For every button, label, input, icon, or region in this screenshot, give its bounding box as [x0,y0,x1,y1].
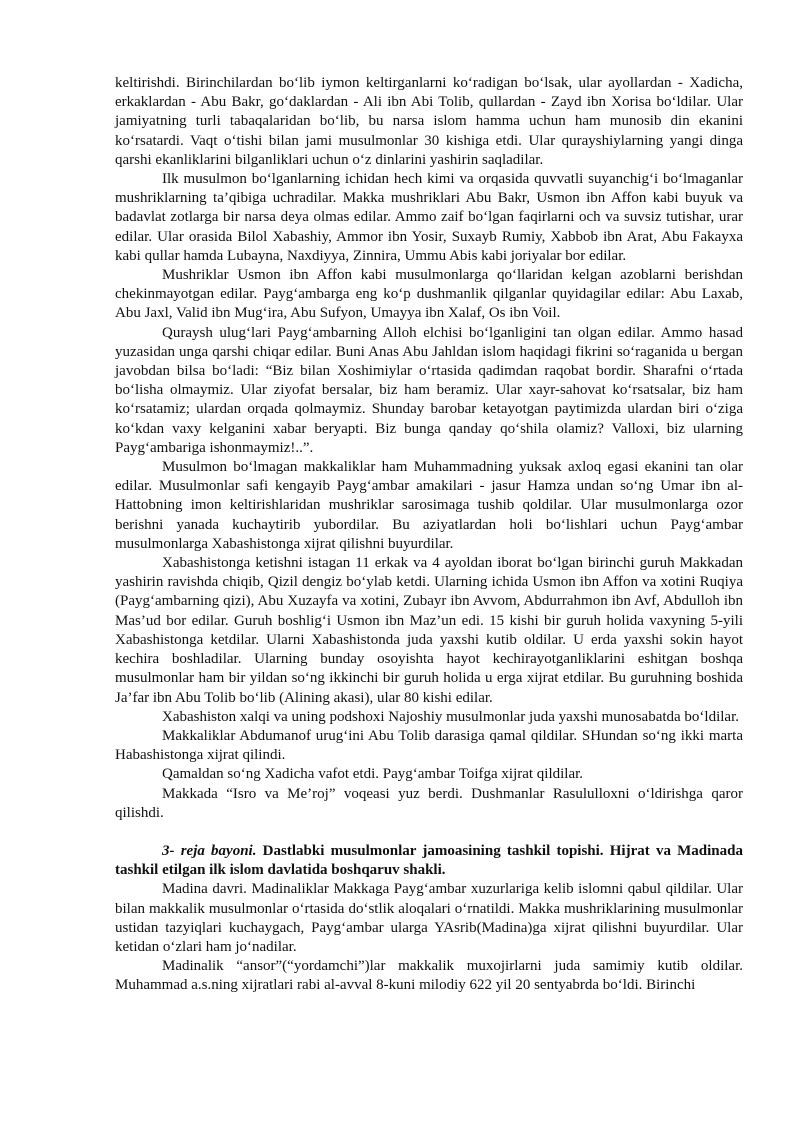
paragraph: Makkada “Isro va Me’roj” voqeasi yuz berdi. Dushmanlar Rasululloxni o‘ldirishga qaror qilishdi. [115,785,743,821]
paragraph: Xabashiston xalqi va uning podshoxi Najoshiy musulmonlar juda yaxshi munosabatda bo‘ldilar. [162,708,740,725]
paragraph: Madina davri. Madinaliklar Makkaga Payg‘ambar xuzurlariga kelib islomni qabul qildilar. Ular bilan makkalik musulmonlar o‘rtasida do‘stlik aloqalari o‘rnatildi. Makka mushriklarining musulmonlar ustidan tazyiqlari kuchaygach, Payg‘ambar ularga YAsrib(Madina)ga xijrat qilishni buyurdilar. Ular ketidan o‘zlari ham jo‘nadilar. [115,881,743,955]
paragraph: Mushriklar Usmon ibn Affon kabi musulmonlarga qo‘llaridan kelgan azoblarni berishdan chekinmayotgan edilar. Payg‘ambarga eng ko‘p dushmanlik qilganlar quyidagilar edilar: Abu Laxab, Abu Jaxl, Valid ibn Mug‘ira, Abu Sufyon, Umayya ibn Xalaf, Os ibn Voil. [115,267,743,322]
section-heading [115,842,743,880]
paragraph: keltirishdi. Birinchilardan bo‘lib iymon keltirganlarni ko‘radigan bo‘lsak, ular ayollardan - Xadicha, erkaklardan - Abu Bakr, go‘daklardan - Ali ibn Abi Tolib, qullardan - Zayd ibn Xorisa bo‘ldilar. Ular jamiyatning turli tabaqalaridan bo‘lib, bu narsa islom hamma uchun ham munosib din ekanini ko‘rsatardi. Vaqt o‘tishi bilan jami musulmonlar 30 kishiga etdi. Ular qurayshiylarning yangi dinga qarshi ekanliklarini bilganliklari uchun o‘z dinlarini yashirin saqladilar. [115,75,743,168]
paragraph: Xabashistonga ketishni istagan 11 erkak va 4 ayoldan iborat bo‘lgan birinchi guruh Makkadan yashirin ravishda chiqib, Qizil dengiz bo‘ylab ketdi. Ularning ichida Usmon ibn Affon va xotini Ruqiya (Payg‘ambarning qizi), Abu Xuzayfa va xotini, Zubayr ibn Avvom, Abdurrahmon ibn Avf, Abdulloh ibn Mas’ud bor edilar. Guruh boshlig‘i Usmon ibn Maz’un edi. 15 kishi bir guruh holida vaxyning 5-yili Xabashistonga ketdilar. Ularni Xabashistonda juda yaxshi kutib oldilar. U erda yaxshi sokin hayot kechira boshladilar. Ularning bunday osoyishta hayot kechirayotganliklarini eshitgan boshqa musulmonlar ham bir yildan so‘ng ikkinchi bir guruh holida u erga xijrat etdilar. Bu guruhning boshida Ja’far ibn Abu Tolib bo‘lib (Alining akasi), ular 80 kishi edilar. [115,555,743,706]
paragraph: Makkaliklar Abdumanof urug‘ini Abu Tolib darasiga qamal qildilar. SHundan so‘ng ikki marta Habashistonga xijrat qilindi. [115,727,743,764]
blank-line [115,823,743,842]
paragraph: Ilk musulmon bo‘lganlarning ichidan hech kimi va orqasida quvvatli suyanchig‘i bo‘lmaganlar mushriklarning ta’qibiga uchradilar. Makka mushriklari Abu Bakr, Usmon ibn Affon kabi buyuk va badavlat zotlarga bir narsa deya olmas edilar. Ammo zaif bo‘lgan faqirlarni och va suvsiz tutishar, urar edilar. Ular orasida Bilol Xabashiy, Ammor ibn Yosir, Suxayb Rumiy, Xabbob ibn Arat, Abu Fakayxa kabi qullar hamda Lubayna, Naxdiyya, Zinnira, Ummu Abis kabi joriyalar bor edilar. [115,171,743,264]
section-number: 3- reja bayoni. [162,842,257,859]
document-page [115,74,743,996]
paragraph: Madinalik “ansor”(“yordamchi”)lar makkalik muxojirlarni juda samimiy kutib oldilar. Muhammad a.s.ning xijratlari rabi al-avval 8-kuni milodiy 622 yil 20 sentyabrda bo‘ldi. Birinchi [115,958,743,994]
paragraph: Musulmon bo‘lmagan makkaliklar ham Muhammadning yuksak axloq egasi ekanini tan olar edilar. Musulmonlar safi kengayib Payg‘ambar amakilari - jasur Hamza undan so‘ng Umar ibn al-Hattobning imon keltirishlaridan mushriklar sarosimaga tushib qoldilar. Ular musulmonlarga ozor berishni yanada kuchaytirib yubordilar. Bu aziyatlardan holi bo‘lishlari uchun Payg‘ambar musulmonlarga Xabashistonga xijrat qilishni buyurdilar. [115,459,743,552]
paragraph: Quraysh ulug‘lari Payg‘ambarning Alloh elchisi bo‘lganligini tan olgan edilar. Ammo hasad yuzasidan unga qarshi chiqar edilar. Buni Anas Abu Jahldan islom haqidagi fikrini so‘raganida u bergan javobdan bilsa bo‘ladi: “Biz bilan Xoshimiylar o‘rtasida qadimdan raqobat bordir. Sharafni o‘rtada bo‘lisha olmaymiz. Ular ziyofat bersalar, biz ham beramiz. Ular xayr-sahovat ko‘rsatsalar, biz ham ko‘rsatamiz; ulardan orqada qolmaymiz. Shunday barobar ketayotgan paytimizda ulardan biri o‘ziga ko‘kdan vaxy kelganini xabar beryapti. Biz bunga qanday qo‘shila olamiz? Valloxi, biz ularning Payg‘ambariga ishonmaymiz!..”. [115,324,743,456]
section-title: Dastlabki musulmonlar jamoasining tashkil topishi. Hijrat va Madinada tashkil etilgan ilk islom davlatida boshqaruv shakli. [115,842,743,879]
paragraph: Qamaldan so‘ng Xadicha vafot etdi. Payg‘ambar Toifga xijrat qildilar. [162,766,584,783]
